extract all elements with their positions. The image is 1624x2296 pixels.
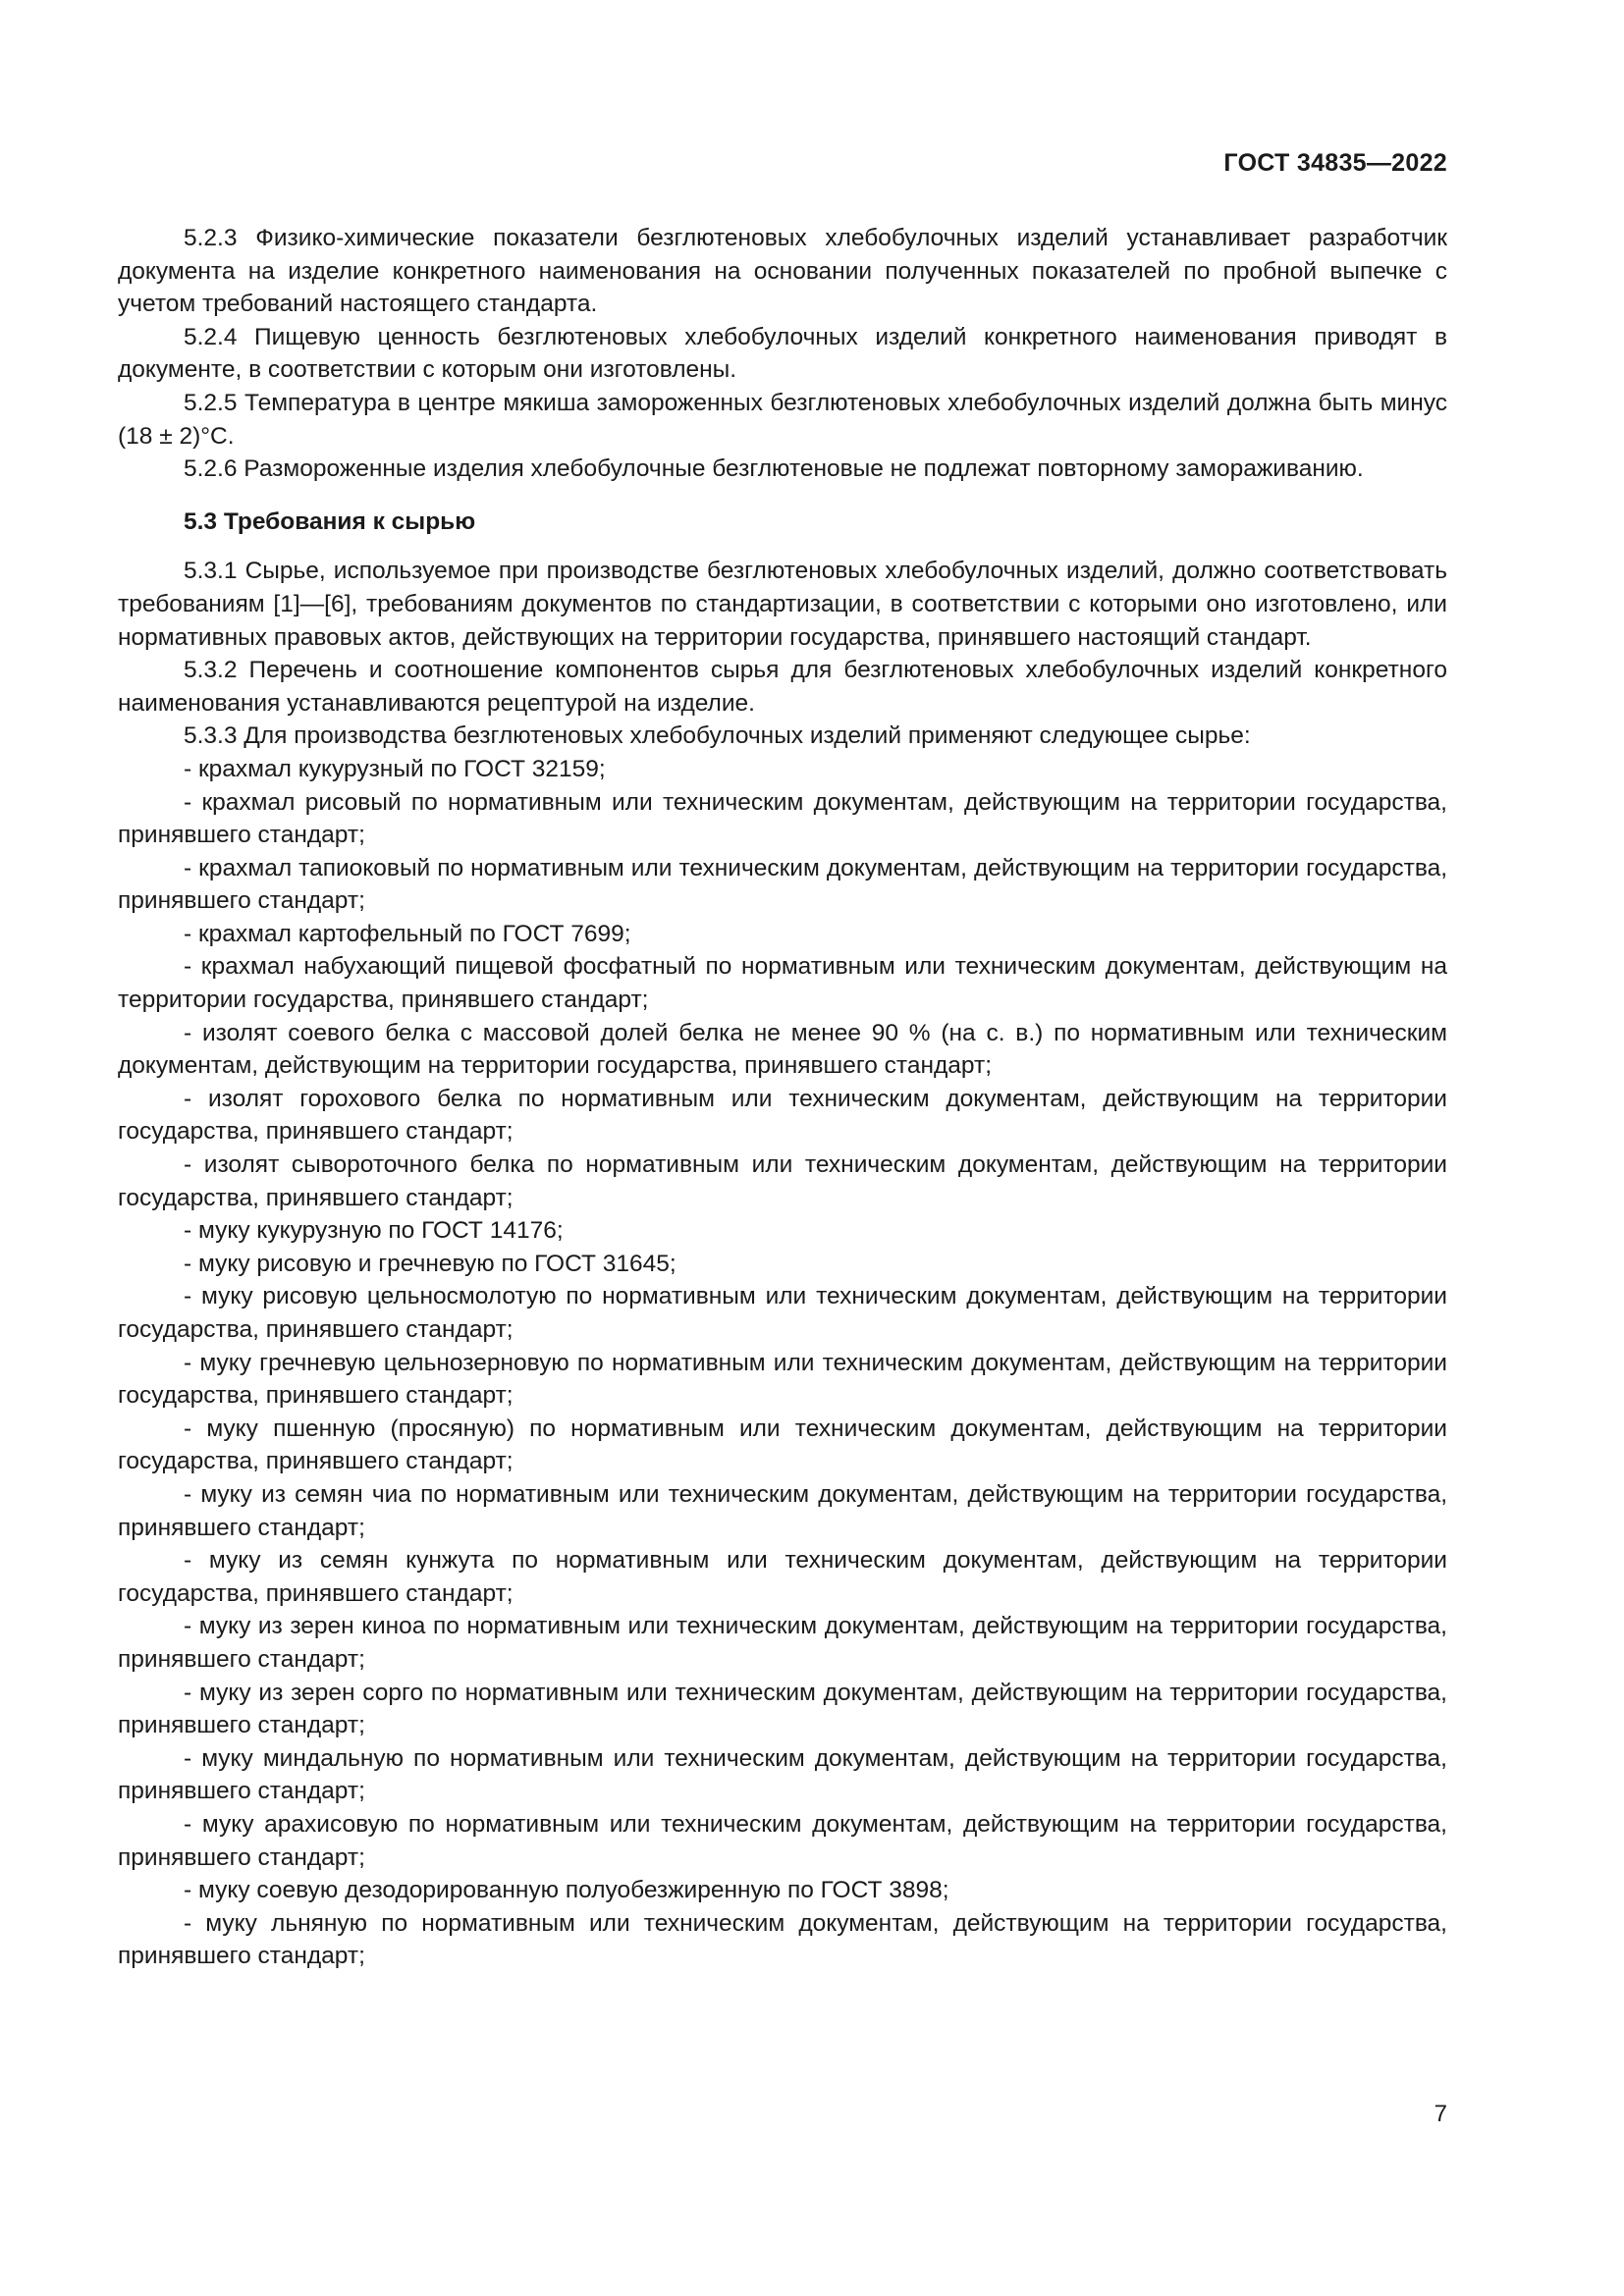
document-body (118, 222, 1447, 1973)
list-item: - муку из зерен сорго по нормативным или техническим документам, действующим на территории государства, принявшего стандарт; (118, 1679, 1447, 1739)
list-item: - муку кукурузную по ГОСТ 14176; (184, 1217, 564, 1245)
list-item: - изолят соевого белка с массовой долей белка не менее 90 % (на с. в.) по нормативным или техническим документам, действующим на территории государства, принявшего стандарт; (118, 1019, 1447, 1080)
list-item: - крахмал рисовый по нормативным или техническим документам, действующим на территории государства, принявшего стандарт; (118, 788, 1447, 849)
section-title: 5.3 Требования к сырью (184, 507, 476, 535)
list-item: - крахмал тапиоковый по нормативным или техническим документам, действующим на территории государства, принявшего стандарт; (118, 854, 1447, 915)
paragraph-5-3-3: 5.3.3 Для производства безглютеновых хлебобулочных изделий применяют следующее сырье: (184, 722, 1251, 750)
raw-materials-list (118, 753, 1447, 1973)
list-item: - муку арахисовую по нормативным или техническим документам, действующим на территории государства, принявшего стандарт; (118, 1810, 1447, 1871)
list-item: - муку рисовую и гречневую по ГОСТ 31645; (184, 1250, 677, 1277)
list-item: - муку из зерен киноа по нормативным или техническим документам, действующим на территории государства, принявшего стандарт; (118, 1613, 1447, 1673)
paragraph-5-2-6: 5.2.6 Размороженные изделия хлебобулочные безглютеновые не подлежат повторному замораживанию. (184, 455, 1364, 483)
list-item: - изолят горохового белка по нормативным или техническим документам, действующим на территории государства, принявшего стандарт; (118, 1085, 1447, 1146)
paragraph-5-2-4: 5.2.4 Пищевую ценность безглютеновых хлебобулочных изделий конкретного наименования приводят в документе, в соответствии с которым они изготовлены. (118, 323, 1447, 384)
paragraph-5-3-1: 5.3.1 Сырье, используемое при производстве безглютеновых хлебобулочных изделий, должно соответствовать требованиям [1]—[6], требованиям документов по стандартизации, в соответствии с которыми оно изготовлено, или нормативных правовых актов, действующих на территории государства, принявшего настоящий стандарт. (118, 558, 1447, 651)
paragraph-5-2-5: 5.2.5 Температура в центре мякиша замороженных безглютеновых хлебобулочных изделий должна быть минус (18 ± 2)°С. (118, 389, 1447, 450)
list-item: - крахмал картофельный по ГОСТ 7699; (184, 920, 631, 947)
list-item: - муку из семян кунжута по нормативным или техническим документам, действующим на территории государства, принявшего стандарт; (118, 1547, 1447, 1607)
paragraph-5-2-3: 5.2.3 Физико-химические показатели безглютеновых хлебобулочных изделий устанавливает разработчик документа на изделие конкретного наименования на основании полученных показателей по пробной выпечке с учетом требований настоящего стандарта. (118, 225, 1447, 318)
list-item: - муку гречневую цельнозерновую по нормативным или техническим документам, действующим на территории государства, принявшего стандарт; (118, 1349, 1447, 1410)
list-item: - муку пшенную (просяную) по нормативным или техническим документам, действующим на территории государства, принявшего стандарт; (118, 1415, 1447, 1475)
list-item: - муку миндальную по нормативным или техническим документам, действующим на территории государства, принявшего стандарт; (118, 1744, 1447, 1805)
list-item: - муку рисовую цельносмолотую по нормативным или техническим документам, действующим на территории государства, принявшего стандарт; (118, 1283, 1447, 1343)
page-number: 7 (1434, 2101, 1447, 2127)
paragraph-5-3-2: 5.3.2 Перечень и соотношение компонентов сырья для безглютеновых хлебобулочных изделий конкретного наименования устанавливаются рецептурой на изделие. (118, 657, 1447, 717)
list-item: - крахмал набухающий пищевой фосфатный по нормативным или техническим документам, действующим на территории государства, принявшего стандарт; (118, 953, 1447, 1014)
list-item: - муку из семян чиа по нормативным или техническим документам, действующим на территории государства, принявшего стандарт; (118, 1480, 1447, 1541)
list-item: - крахмал кукурузный по ГОСТ 32159; (184, 755, 606, 782)
list-item: - муку соевую дезодорированную полуобезжиренную по ГОСТ 3898; (184, 1877, 949, 1904)
document-header: ГОСТ 34835—2022 (1223, 149, 1447, 177)
list-item: - изолят сывороточного белка по нормативным или техническим документам, действующим на территории государства, принявшего стандарт; (118, 1151, 1447, 1211)
list-item: - муку льняную по нормативным или техническим документам, действующим на территории государства, принявшего стандарт; (118, 1909, 1447, 1970)
